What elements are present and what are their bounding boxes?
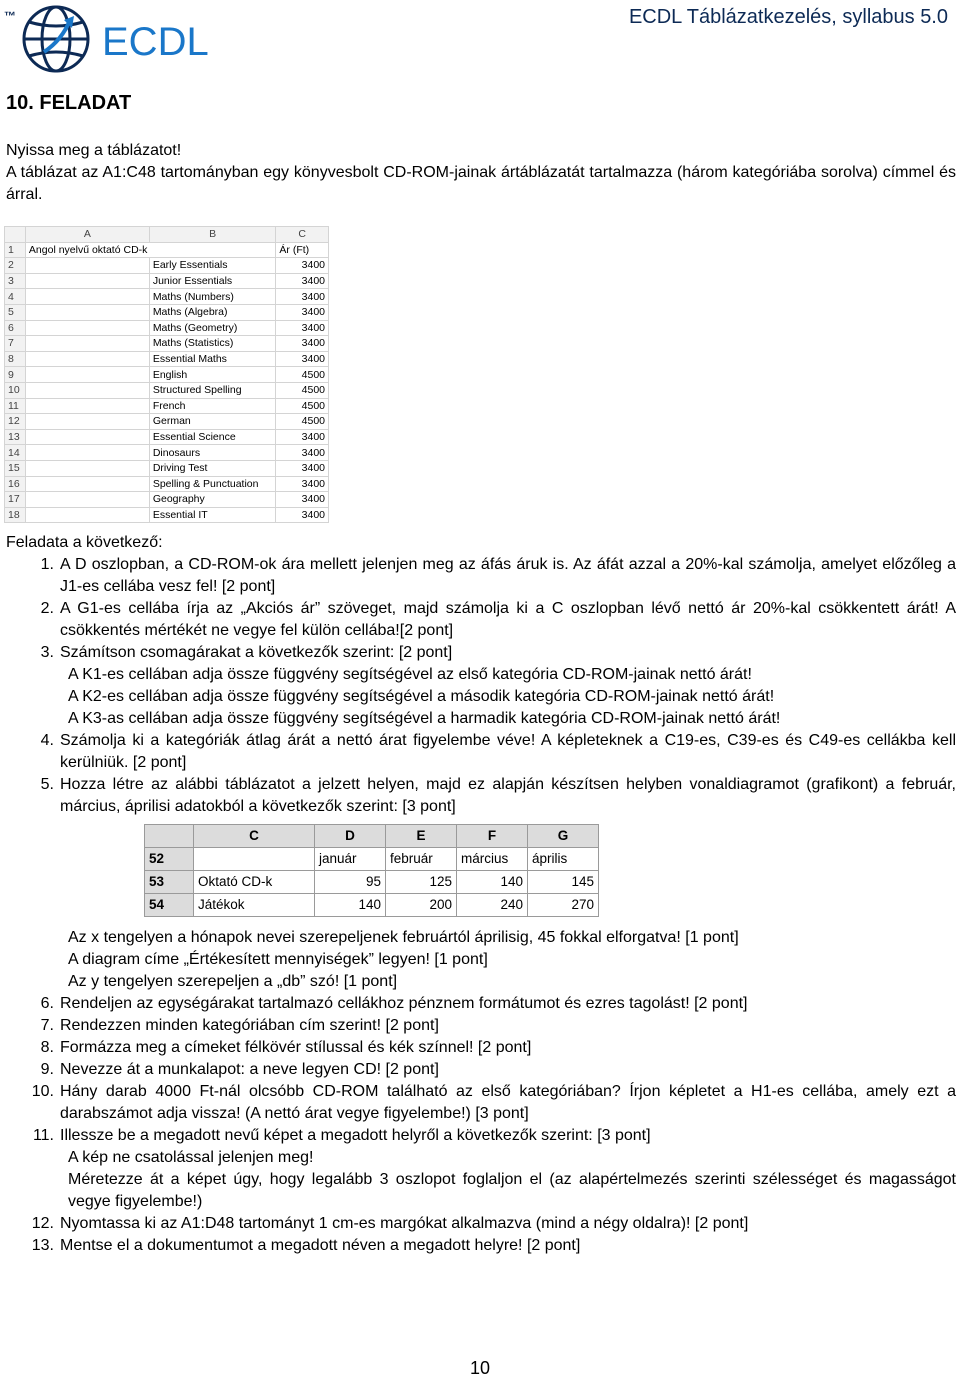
price-cell: 3400 [276,258,329,274]
table-row [5,429,329,445]
task-text: Rendezzen minden kategóriában cím szerint! [2 pont] [60,1017,439,1034]
task-text: A D oszlopban, a CD-ROM-ok ára mellett jelenjen meg az áfás áruk is. Az áfát azzal a 20%-kal számolja, amelyet előzőleg a J1-es cellába vesz fel! [2 pont] [60,556,956,595]
row-number: 5 [5,304,26,320]
row-number: 17 [5,492,26,508]
task-text: Hozza létre az alábbi táblázatot a jelzett helyen, majd ez alapján készítsen helyben vonaldiagramot (grafikont) a február, március, áprilisi adatokból a következők szerint: [3 pont] [60,776,956,815]
table-row [145,871,599,894]
task-subitem: A K1-es cellában adja össze függvény segítségével az első kategória CD-ROM-jainak nettó árát! [68,666,752,683]
table-row [5,382,329,398]
row-number: 13 [5,429,26,445]
month-cell: 140 [457,871,528,894]
row-number: 53 [145,871,194,894]
logo-text: ECDL [102,20,209,64]
task-text: Hány darab 4000 Ft-nál olcsóbb CD-ROM található az első kategóriában? Írjon képletet a H1-es cellába, amely ezt a darabszámot adja vissza! (A nettó árat vegye figyelembe!) [3 pont] [60,1083,956,1122]
empty-cell [25,445,149,461]
empty-cell [25,273,149,289]
table-row [5,289,329,305]
page-number: 10 [469,1358,491,1378]
category-cell: Oktató CD-k [194,871,315,894]
category-cell: Játékok [194,894,315,917]
task-number: 12. [31,1215,54,1232]
task-text: Rendeljen az egységárakat tartalmazó cellákhoz pénznem formátumot és ezres tagolást! [2 pont] [60,995,748,1012]
column-header-c: C [194,825,315,848]
title-cell: Angol nyelvű oktató CD-k [25,242,275,258]
empty-cell [25,492,149,508]
task-item [6,598,956,642]
table-row [5,507,329,523]
price-cell: 3400 [276,476,329,492]
table-row [5,351,329,367]
month-cell: 145 [528,871,599,894]
task-number: 1. [40,556,54,573]
cd-title-cell: Dinosaurs [149,445,276,461]
table-row [5,367,329,383]
row-number: 4 [5,289,26,305]
cd-title-cell: Essential Science [149,429,276,445]
task-text: A G1-es cellába írja az „Akciós ár” szöveget, majd számolja ki a C oszlopban lévő nettó ár 20%-kal csökkentett árát! A csökkentés mértékét ne vegye fel külön cellába![2 pont] [60,600,956,639]
price-cell: 3400 [276,336,329,352]
row-number: 9 [5,367,26,383]
cd-title-cell: Driving Test [149,460,276,476]
table-row [145,848,599,871]
task-subitem: A kép ne csatolással jelenjen meg! [68,1149,314,1166]
task-text: Számolja ki a kategóriák átlag árát a nettó árat figyelembe véve! A képleteknek a C19-es, C39-es és C49-es cellákba kell kerülniük. [2 pont] [60,732,956,771]
price-header-cell: Ár (Ft) [276,242,329,258]
row-number: 52 [145,848,194,871]
trademark-symbol: ™ [4,9,16,23]
task-subitem: A K2-es cellában adja össze függvény segítségével a második kategória CD-ROM-jainak nettó árát! [68,688,775,705]
price-cell: 3400 [276,273,329,289]
task-number: 8. [40,1039,54,1056]
empty-cell [25,460,149,476]
task-number: 9. [40,1061,54,1078]
table-row [5,273,329,289]
corner-cell [5,227,26,243]
task-text: Nyomtassa ki az A1:D48 tartományt 1 cm-es margókat alkalmazva (mind a négy oldalra)! [2 pont] [60,1215,749,1232]
task-item [6,554,956,598]
price-cell: 3400 [276,460,329,476]
month-cell: április [528,848,599,871]
column-header-a: A [25,227,149,243]
column-header-e: E [386,825,457,848]
task-item [6,1037,956,1059]
column-header-g: G [528,825,599,848]
cd-title-cell: Maths (Geometry) [149,320,276,336]
cd-title-cell: English [149,367,276,383]
category-cell [194,848,315,871]
ecdl-logo [4,2,234,76]
cd-title-cell: Structured Spelling [149,382,276,398]
price-cell: 3400 [276,445,329,461]
price-cell: 3400 [276,351,329,367]
cd-title-cell: Maths (Algebra) [149,304,276,320]
task-subitem: A K3-as cellában adja össze függvény segítségével a harmadik kategória CD-ROM-jainak nettó árát! [68,710,781,727]
empty-cell [25,382,149,398]
cd-title-cell: Spelling & Punctuation [149,476,276,492]
month-cell: március [457,848,528,871]
table-row [5,414,329,430]
row-number: 15 [5,460,26,476]
row-number: 3 [5,273,26,289]
row-number: 54 [145,894,194,917]
column-header-b: B [149,227,276,243]
table-row [145,894,599,917]
task-item [6,1015,956,1037]
empty-cell [25,507,149,523]
table-row [5,492,329,508]
row-number: 10 [5,382,26,398]
task-text: Formázza meg a címeket félkövér stílussal és kék színnel! [2 pont] [60,1039,532,1056]
row-number: 18 [5,507,26,523]
task-number: 13. [31,1237,54,1254]
empty-cell [25,414,149,430]
cd-title-cell: Junior Essentials [149,273,276,289]
empty-cell [25,258,149,274]
empty-cell [25,367,149,383]
row-number: 16 [5,476,26,492]
task-item [6,1213,956,1235]
task-item [6,730,956,774]
cd-title-cell: Essential IT [149,507,276,523]
month-cell: 200 [386,894,457,917]
cd-title-cell: Maths (Statistics) [149,336,276,352]
price-cell: 3400 [276,320,329,336]
price-cell: 3400 [276,492,329,508]
task-subitem: Az x tengelyen a hónapok nevei szerepeljenek februártól áprilisig, 45 fokkal elforgatva! [1 pont] [68,929,739,946]
row-number: 6 [5,320,26,336]
intro-line-2: A táblázat az A1:C48 tartományban egy könyvesbolt CD-ROM-jainak ártáblázatát tartalmazza (három kategóriába sorolva) címmel és árral. [6,164,956,203]
table-row [5,336,329,352]
task-item [6,1125,956,1147]
task-subitem: Méretezze át a képet úgy, hogy legalább 3 oszlopot foglaljon el (az alapértelmezés szerinti szélességet és magasságot vegye figyelembe!) [68,1171,956,1210]
table-row [5,460,329,476]
intro-line-1: Nyissa meg a táblázatot! [6,142,182,159]
tasks-intro: Feladata a következő: [6,534,163,551]
empty-cell [25,429,149,445]
exercise-heading: 10. FELADAT [6,92,132,114]
price-table-screenshot [4,226,329,523]
row-number: 8 [5,351,26,367]
corner-cell [145,825,194,848]
empty-cell [25,336,149,352]
ecdl-globe-icon [4,2,234,76]
price-cell: 3400 [276,289,329,305]
task-item [6,1059,956,1081]
table-row [5,320,329,336]
task-number: 5. [40,776,54,793]
task-item [6,642,956,664]
row-number: 11 [5,398,26,414]
month-cell: 270 [528,894,599,917]
cd-title-cell: Maths (Numbers) [149,289,276,305]
task-subitem: Az y tengelyen szerepeljen a „db” szó! [1 pont] [68,973,398,990]
cd-title-cell: French [149,398,276,414]
task-number: 7. [40,1017,54,1034]
table-row [5,445,329,461]
task-text: Mentse el a dokumentumot a megadott néven a megadott helyre! [2 pont] [60,1237,581,1254]
task-item [6,1235,956,1257]
task-number: 3. [40,644,54,661]
task-number: 4. [40,732,54,749]
row-number: 14 [5,445,26,461]
cd-title-cell: German [149,414,276,430]
sales-table [144,824,599,917]
column-header-c: C [276,227,329,243]
task-number: 2. [40,600,54,617]
sales-table-screenshot [144,824,956,917]
empty-cell [25,351,149,367]
month-cell: 240 [457,894,528,917]
cd-title-cell: Geography [149,492,276,508]
cd-title-cell: Essential Maths [149,351,276,367]
month-cell: 140 [315,894,386,917]
price-table [4,226,329,523]
empty-cell [25,398,149,414]
table-row [5,258,329,274]
task-subitem: A diagram címe „Értékesített mennyiségek” legyen! [1 pont] [68,951,488,968]
price-cell: 3400 [276,304,329,320]
table-row [5,476,329,492]
month-cell: február [386,848,457,871]
price-cell: 3400 [276,429,329,445]
task-number: 11. [32,1127,54,1144]
column-header-f: F [457,825,528,848]
task-item [6,774,956,818]
month-cell: 125 [386,871,457,894]
intro-text [6,140,956,206]
row-number: 12 [5,414,26,430]
header-title: ECDL Táblázatkezelés, syllabus 5.0 [628,6,948,28]
row-number: 7 [5,336,26,352]
price-cell: 3400 [276,507,329,523]
empty-cell [25,304,149,320]
task-number: 6. [40,995,54,1012]
task-text: Illessze be a megadott nevű képet a megadott helyről a következők szerint: [3 pont] [60,1127,651,1144]
empty-cell [25,289,149,305]
month-cell: 95 [315,871,386,894]
task-text: Számítson csomagárakat a következők szerint: [2 pont] [60,644,453,661]
table-row [5,398,329,414]
price-cell: 4500 [276,367,329,383]
task-text: Nevezze át a munkalapot: a neve legyen CD! [2 pont] [60,1061,439,1078]
row-number: 1 [5,242,26,258]
price-cell: 4500 [276,398,329,414]
column-header-d: D [315,825,386,848]
price-cell: 4500 [276,382,329,398]
task-item [6,993,956,1015]
row-number: 2 [5,258,26,274]
task-list [6,532,956,1257]
task-number: 10. [31,1083,54,1100]
task-item [6,1081,956,1125]
cd-title-cell: Early Essentials [149,258,276,274]
empty-cell [25,476,149,492]
empty-cell [25,320,149,336]
table-row [5,304,329,320]
month-cell: január [315,848,386,871]
price-cell: 4500 [276,414,329,430]
